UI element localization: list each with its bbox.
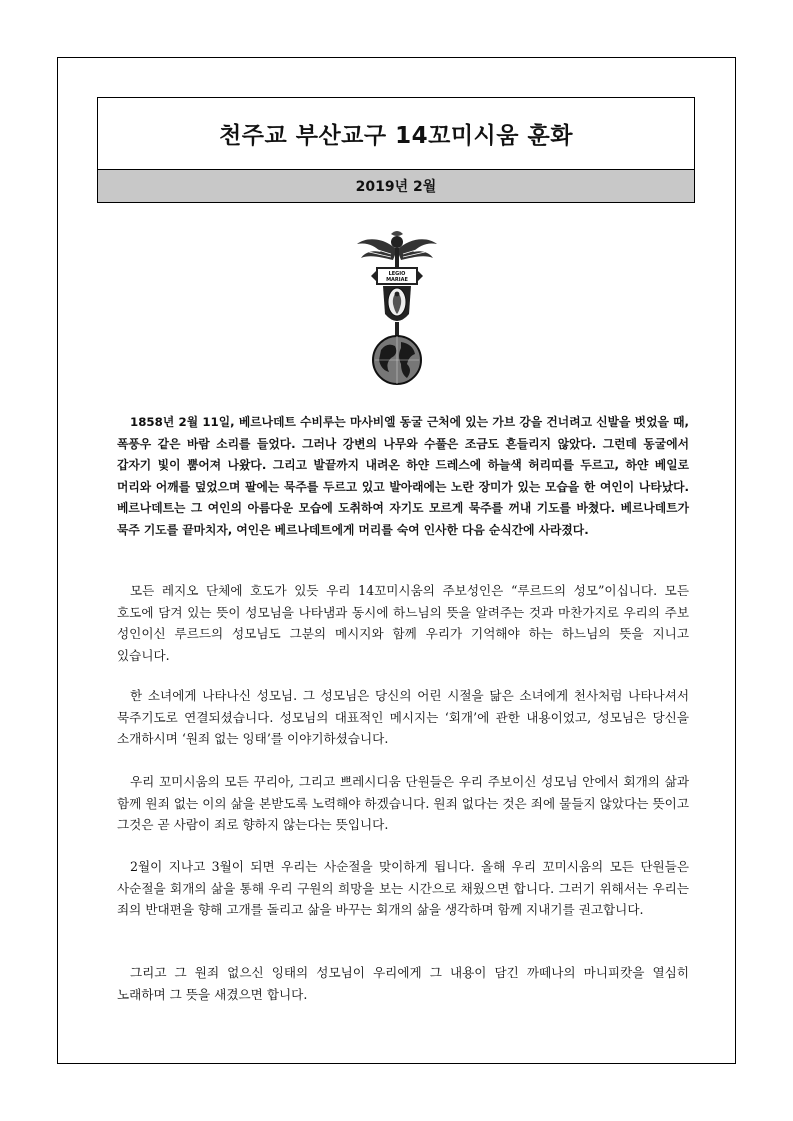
globe-icon	[373, 336, 421, 384]
banner-icon	[371, 268, 423, 284]
paragraph-3: 한 소녀에게 나타나신 성모님. 그 성모님은 당신의 어린 시절을 닮은 소녀에게 천사처럼 나타나셔서 묵주기도로 연결되셨습니다. 성모님의 대표적인 메시지는 ‘회개’에 관한 내용이었고, 성모님은 당신을 소개하시며 ‘원죄 없는 잉태’를 이야기하셨습니다.	[117, 688, 689, 747]
svg-text:LEGIO: LEGIO	[388, 271, 406, 277]
paragraph-5: 2월이 지나고 3월이 되면 우리는 사순절을 맞이하게 됩니다. 올해 우리 꼬미시움의 모든 단원들은 사순절을 회개의 삶을 통해 우리 구원의 희망을 보는 시간으로 채웠으면 합니다. 그러기 위해서는 우리는 죄의 반대편을 향해 고개를 돌리고 삶을 바꾸는 회개의 삶을 생각하며 함께 지내기를 권고합니다.	[117, 859, 689, 918]
paragraph-1: 1858년 2월 11일, 베르나데트 수비루는 마사비엘 동굴 근처에 있는 가브 강을 건너려고 신발을 벗었을 때, 폭풍우 같은 바람 소리를 들었다. 그러나 강변의 나무와 수풀은 조금도 흔들리지 않았다. 그런데 동굴에서 갑자기 빛이 뿜어져 나왔다. 그리고 발끝까지 내려온 하얀 드레스에 하늘색 허리띠를 두르고, 하얀 베일로 머리와 어깨를 덮었으며 팔에는 묵주를 두르고 있고 발아래에는 노란 장미가 있는 모습을 한 여인이 나타났다. 베르나데트는 그 여인의 아름다운 모습에 도취하여 자기도 모르게 묵주를 꺼내 기도를 바쳤다. 베르나데트가 묵주 기도를 끝마치자, 여인은 베르나데트에게 머리를 숙여 인사한 다음 순식간에 사라졌다.	[117, 415, 689, 537]
paragraph-6: 그리고 그 원죄 없으신 잉태의 성모님이 우리에게 그 내용이 담긴 까떼나의 마니피캇을 열심히 노래하며 그 뜻을 새겼으면 합니다.	[117, 965, 689, 1002]
svg-text:MARIAE: MARIAE	[386, 277, 408, 283]
legio-mariae-emblem	[355, 230, 439, 390]
paragraph-2: 모든 레지오 단체에 호도가 있듯 우리 14꼬미시움의 주보성인은 “루르드의 성모”이십니다. 모든 호도에 담겨 있는 뜻이 성모님을 나타냄과 동시에 하느님의 뜻을 알려주는 것과 마찬가지로 우리의 주보 성인이신 루르드의 성모님도 그분의 메시지와 함께 우리가 기억해야 하는 하느님의 뜻을 지니고 있습니다.	[117, 583, 689, 663]
dove-icon	[391, 236, 403, 248]
page-title: 천주교 부산교구 14꼬미시움 훈화	[219, 123, 573, 149]
date-bar: 2019년 2월	[98, 169, 694, 202]
paragraph-4: 우리 꼬미시움의 모든 꾸리아, 그리고 쁘레시디움 단원들은 우리 주보이신 성모님 안에서 회개의 삶과 함께 원죄 없는 이의 삶을 본받도록 노력해야 하겠습니다. 원죄 없다는 것은 죄에 물들지 않았다는 뜻이고 그것은 곧 사람이 죄로 향하지 않는다는 뜻입니다.	[117, 774, 689, 833]
header-box	[97, 97, 695, 203]
madonna-icon	[383, 286, 411, 321]
